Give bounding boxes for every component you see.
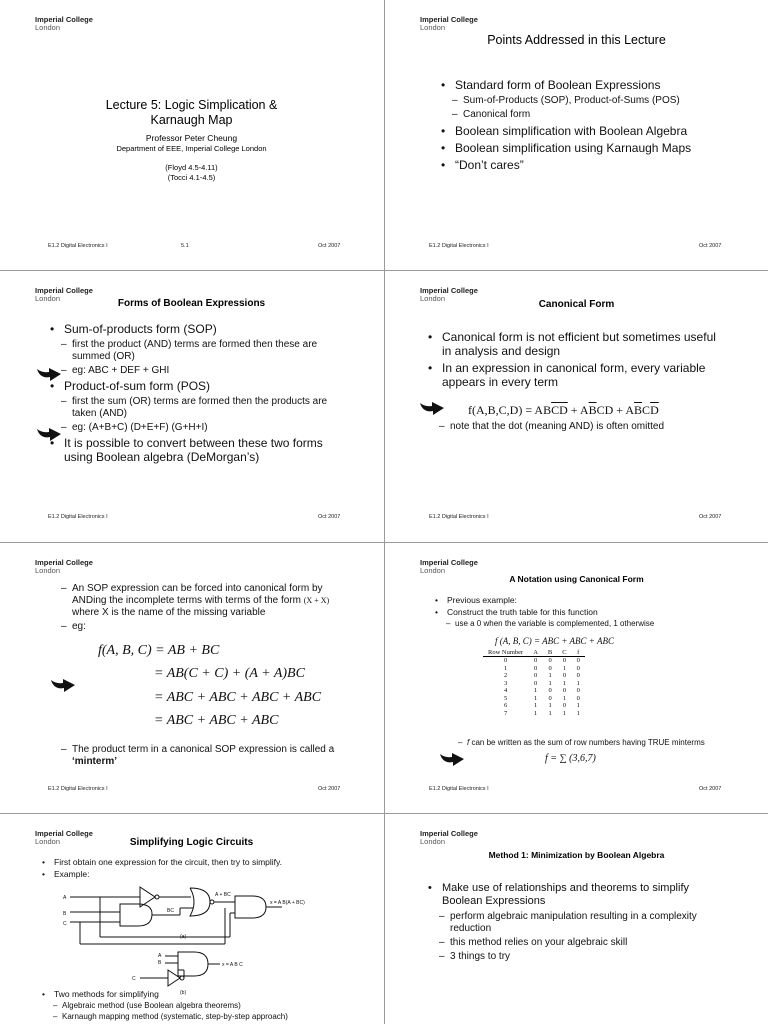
sub-bullet: – eg: ABC + DEF + GHI	[50, 365, 340, 377]
lecture-title-2: Karnaugh Map	[150, 113, 233, 127]
sub-bullet: – An SOP expression can be forced into canonical form by ANDing the incomplete terms with terms of the form (X + X) where X is the name of the missing variable	[50, 583, 340, 619]
slide-1	[0, 0, 383, 270]
footer-course: E1.2 Digital Electronics I	[429, 514, 489, 520]
table-cell: 1	[562, 664, 567, 672]
table-cell: 1	[576, 679, 580, 687]
table-cell: 0	[533, 657, 538, 664]
output-label-b: x = A B C	[222, 962, 243, 968]
sub-bullet: – first the product (AND) terms are formed then these are summed (OR)	[50, 339, 340, 363]
table-row	[483, 680, 585, 688]
pointer-arrow-icon	[36, 365, 62, 383]
table-cell: 1	[533, 687, 538, 694]
table-cell: 1	[533, 709, 538, 717]
truth-table	[483, 649, 585, 717]
college-logo: Imperial College London	[35, 558, 93, 575]
bullet: • Two methods for simplifying	[42, 989, 362, 1000]
table-header: f	[572, 649, 585, 657]
pointer-arrow-icon	[419, 399, 445, 417]
bullet: • It is possible to convert between these two forms using Boolean algebra (DeMorgan’s)	[50, 436, 340, 464]
equation-line-3: = ABC + ABC + ABC + ABC	[154, 690, 322, 705]
table-cell: 1	[533, 694, 538, 702]
caption-a: (a)	[180, 934, 187, 940]
table-header: A	[528, 649, 543, 657]
slide-7	[0, 814, 383, 1024]
footer-course: E1.2 Digital Electronics I	[48, 243, 108, 249]
input-label-b: B	[63, 911, 67, 917]
table-header: Row Number	[483, 649, 528, 657]
table-cell: 0	[548, 687, 552, 694]
sub-bullet: – f can be written as the sum of row numbers having TRUE minterms	[447, 738, 747, 748]
table-cell: 1	[548, 679, 552, 687]
slide-3	[0, 271, 383, 541]
college-logo: Imperial College London	[35, 286, 93, 303]
bullet: • Make use of relationships and theorems to simplify Boolean Expressions	[428, 882, 728, 908]
table-cell: 1	[562, 679, 567, 687]
table-cell: 1	[548, 709, 552, 717]
table-cell: 3	[503, 679, 508, 687]
author: Professor Peter Cheung	[145, 133, 238, 143]
input-label-c-b: C	[132, 976, 136, 982]
college-logo: Imperial College London	[420, 829, 478, 846]
table-row	[483, 657, 585, 665]
sub-bullet: – 3 things to try	[428, 951, 728, 963]
pointer-arrow-icon	[439, 750, 465, 768]
footer-course: E1.2 Digital Electronics I	[48, 514, 108, 520]
sub-bullet: – first the sum (OR) terms are formed then the products are taken (AND)	[50, 396, 340, 420]
equation-line-4: = ABC + ABC + ABC	[154, 713, 279, 728]
footer-date: Oct 2007	[318, 786, 341, 792]
table-cell: 0	[576, 664, 580, 672]
slide-4	[385, 271, 768, 541]
table-cell: 0	[533, 672, 538, 679]
slide-title: Forms of Boolean Expressions	[117, 298, 266, 309]
table-cell: 0	[548, 694, 552, 702]
reference-tocci: (Tocci 4.1-4.5)	[167, 173, 216, 182]
sub-bullet: – use a 0 when the variable is complemented, 1 otherwise	[435, 619, 735, 629]
table-cell: 0	[533, 679, 538, 687]
reference-floyd: (Floyd 4.5-4.11)	[165, 163, 218, 172]
sub-bullet: – Sum-of-Products (SOP), Product-of-Sums (POS)	[441, 95, 751, 107]
table-row	[483, 695, 585, 703]
bullet: • Product-of-sum form (POS)	[50, 379, 340, 393]
bullet: • In an expression in canonical form, every variable appears in every term	[428, 361, 728, 389]
bullet: • Standard form of Boolean Expressions	[441, 78, 751, 92]
college-logo: Imperial College London	[35, 829, 93, 846]
sub-bullet: – eg: (A+B+C) (D+E+F) (G+H+I)	[50, 422, 340, 434]
slide-title: Canonical Form	[538, 299, 615, 310]
slide-5	[0, 543, 383, 813]
table-header: B	[543, 649, 557, 657]
sub-bullet: – eg:	[50, 621, 340, 633]
table-row	[483, 672, 585, 680]
slide-title: Points Addressed in this Lecture	[487, 33, 666, 47]
table-cell: 1	[533, 702, 538, 709]
slide-title: Method 1: Minimization by Boolean Algebra	[488, 850, 665, 860]
college-logo: Imperial College London	[420, 286, 478, 303]
table-cell: 0	[503, 657, 508, 664]
college-logo: Imperial College London	[35, 15, 93, 32]
bullet: • Boolean simplification with Boolean Algebra	[441, 124, 751, 138]
college-logo: Imperial College London	[420, 558, 478, 575]
table-cell: 0	[548, 664, 552, 672]
table-cell: 0	[562, 672, 567, 679]
slide-8	[385, 814, 768, 1024]
caption-b: (b)	[180, 990, 187, 996]
table-cell: 1	[548, 672, 552, 679]
sub-bullet: – this method relies on your algebraic skill	[428, 937, 728, 949]
table-header: C	[557, 649, 571, 657]
table-row	[483, 710, 585, 718]
table-row	[483, 665, 585, 673]
table-cell: 1	[562, 709, 567, 717]
table-cell: 1	[576, 702, 580, 709]
bullet: • Canonical form is not efficient but sometimes useful in analysis and design	[428, 330, 728, 358]
table-cell: 4	[503, 687, 508, 694]
footer-course: E1.2 Digital Electronics I	[429, 243, 489, 249]
table-cell: 1	[548, 702, 552, 709]
table-cell: 6	[503, 702, 508, 709]
footer-date: Oct 2007	[318, 243, 341, 249]
footer-date: Oct 2007	[699, 786, 722, 792]
equation-line-2: = AB(C + C) + (A + A)BC	[154, 666, 305, 681]
lecture-title: Lecture 5: Logic Simplication &	[105, 98, 278, 112]
bullet: • “Don’t cares”	[441, 158, 751, 172]
minterm-sum: f = ∑ (3,6,7)	[545, 753, 596, 764]
input-label-c: C	[63, 921, 67, 927]
table-cell: 0	[548, 657, 552, 664]
footer-date: Oct 2007	[699, 514, 722, 520]
footer-date: Oct 2007	[699, 243, 722, 249]
canonical-formula: $f(A,B,C,D) = AB\overline{CD} + A\overline{B}CD + A\overline{B}C\overline{D}$	[468, 403, 659, 417]
table-row	[483, 687, 585, 695]
table-cell: 1	[503, 664, 508, 672]
wire-label-bc: BC	[167, 908, 174, 914]
table-row	[483, 702, 585, 710]
slide-2	[385, 0, 768, 270]
sub-bullet: – note that the dot (meaning AND) is often omitted	[428, 421, 728, 433]
college-logo: Imperial College London	[420, 15, 478, 32]
equation-line-1: f(A, B, C) = AB + BC	[98, 643, 220, 658]
bullet: • Previous example:	[435, 595, 735, 606]
table-cell: 5	[503, 694, 508, 702]
input-label-a-b: A	[158, 953, 162, 959]
wire-label-abc: A + BC	[215, 892, 231, 898]
sub-bullet: – Algebraic method (use Boolean algebra theorems)	[42, 1001, 362, 1011]
bullet: • Construct the truth table for this function	[435, 607, 735, 618]
sub-bullet: – The product term in a canonical SOP expression is called a ‘minterm’	[50, 744, 340, 768]
sub-bullet: – Karnaugh mapping method (systematic, step-by-step approach)	[42, 1012, 362, 1022]
footer-page: 5.1	[181, 243, 189, 249]
footer-course: E1.2 Digital Electronics I	[429, 786, 489, 792]
slide-title: A Notation using Canonical Form	[509, 574, 644, 584]
input-label-b-b: B	[158, 960, 162, 966]
table-cell: 0	[562, 687, 567, 694]
table-cell: 2	[503, 672, 508, 679]
table-cell: 0	[562, 657, 567, 664]
output-label-a: x = A B(A + BC)	[270, 900, 305, 906]
footer-course: E1.2 Digital Electronics I	[48, 786, 108, 792]
bullet: • First obtain one expression for the circuit, then try to simplify.	[42, 857, 362, 868]
bullet: • Example:	[42, 869, 362, 880]
table-cell: 0	[576, 687, 580, 694]
sub-bullet: – Canonical form	[441, 109, 751, 121]
pointer-arrow-icon	[36, 425, 62, 443]
table-cell: 1	[576, 709, 580, 717]
function-formula: f (A, B, C) = ABC + ABC + ABC	[495, 636, 614, 646]
table-cell: 0	[576, 694, 580, 702]
sub-bullet: – perform algebraic manipulation resulting in a complexity reduction	[428, 911, 728, 935]
slide-6	[385, 543, 768, 813]
bullet: • Boolean simplification using Karnaugh Maps	[441, 141, 751, 155]
footer-date: Oct 2007	[318, 514, 341, 520]
table-cell: 0	[533, 664, 538, 672]
table-cell: 1	[562, 694, 567, 702]
bullet: • Sum-of-products form (SOP)	[50, 322, 340, 336]
slide-title: Simplifying Logic Circuits	[129, 837, 254, 848]
table-cell: 7	[503, 709, 508, 717]
input-label-a: A	[63, 895, 67, 901]
pointer-arrow-icon	[50, 676, 76, 694]
table-cell: 0	[576, 657, 580, 664]
department: Department of EEE, Imperial College London	[116, 144, 267, 153]
table-cell: 0	[562, 702, 567, 709]
table-cell: 0	[576, 672, 580, 679]
